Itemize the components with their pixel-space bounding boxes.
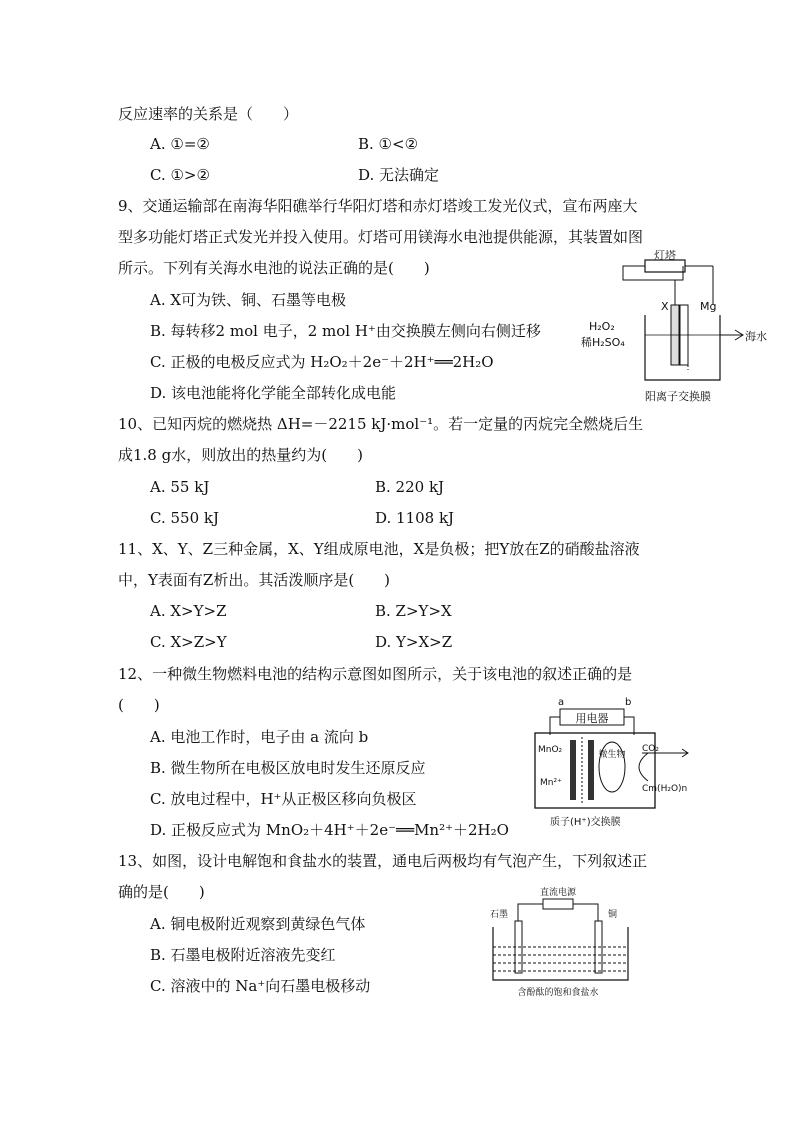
q12-stem-line-2: ( ) bbox=[118, 696, 160, 714]
q11-option-b: B. Z>Y>X bbox=[375, 602, 452, 620]
q8-option-b: B. ①<② bbox=[358, 135, 419, 153]
q12-option-d: D. 正极反应式为 MnO₂＋4H⁺＋2e⁻══Mn²⁺＋2H₂O bbox=[150, 821, 509, 839]
microbe-label: 微生物 bbox=[598, 750, 626, 760]
q10-stem-line-2: 成1.8 g水，则放出的热量约为( ) bbox=[118, 446, 363, 464]
membrane-label: 阳离子交换膜 bbox=[645, 390, 711, 403]
proton-membrane-label: 质子(H⁺)交换膜 bbox=[550, 817, 621, 828]
q12-fuel-cell-figure bbox=[530, 695, 710, 835]
q8-option-a: A. ①=② bbox=[150, 135, 210, 153]
lamp-label: 灯塔 bbox=[654, 250, 676, 262]
mn2-label: Mn²⁺ bbox=[540, 778, 562, 788]
q9-option-b: B. 每转移2 mol 电子，2 mol H⁺由交换膜左侧向右侧迁移 bbox=[150, 322, 541, 340]
q10-option-d: D. 1108 kJ bbox=[375, 509, 455, 527]
q12-stem-line-1: 12、一种微生物燃料电池的结构示意图如图所示，关于该电池的叙述正确的是 bbox=[118, 665, 633, 683]
electrode-mg-label: Mg bbox=[700, 300, 717, 313]
q12-option-a: A. 电池工作时，电子由 a 流向 b bbox=[150, 728, 369, 746]
q12-option-b: B. 微生物所在电极区放电时发生还原反应 bbox=[150, 759, 426, 777]
terminal-a-label: a bbox=[558, 697, 565, 708]
co2-label: CO₂ bbox=[642, 744, 659, 754]
q9-option-d: D. 该电池能将化学能全部转化成电能 bbox=[150, 384, 397, 402]
q10-stem-line-1: 10、已知丙烷的燃烧热 ΔH=－2215 kJ·mol⁻¹。若一定量的丙烷完全燃烧后生 bbox=[118, 415, 644, 433]
power-label: 直流电源 bbox=[539, 888, 577, 898]
q10-option-b: B. 220 kJ bbox=[375, 478, 445, 496]
q13-option-b: B. 石墨电极附近溶液先变红 bbox=[150, 946, 336, 964]
q9-stem-line-1: 9、交通运输部在南海华阳礁举行华阳灯塔和赤灯塔竣工发光仪式，宣布两座大 bbox=[118, 197, 638, 215]
device-label: 用电器 bbox=[575, 712, 609, 725]
electrode-x-label: X bbox=[661, 300, 669, 313]
acid-label: 稀H₂SO₄ bbox=[581, 336, 625, 349]
q11-option-a: A. X>Y>Z bbox=[150, 602, 227, 620]
q8-option-d: D. 无法确定 bbox=[358, 166, 440, 184]
q9-battery-figure bbox=[575, 250, 775, 405]
q13-option-c: C. 溶液中的 Na⁺向石墨电极移动 bbox=[150, 977, 371, 995]
graphite-label: 石墨 bbox=[490, 910, 509, 920]
q9-option-a: A. X可为铁、铜、石墨等电极 bbox=[150, 291, 347, 309]
q13-option-a: A. 铜电极附近观察到黄绿色气体 bbox=[150, 915, 366, 933]
q9-option-c: C. 正极的电极反应式为 H₂O₂＋2e⁻＋2H⁺══2H₂O bbox=[150, 353, 494, 371]
q8-stem: 反应速率的关系是（ ） bbox=[118, 105, 299, 123]
solution-label: 含酚酞的饱和食盐水 bbox=[517, 988, 599, 998]
q10-option-a: A. 55 kJ bbox=[150, 478, 210, 496]
q13-stem-line-1: 13、如图，设计电解饱和食盐水的装置，通电后两极均有气泡产生，下列叙述正 bbox=[118, 852, 648, 870]
q12-option-c: C. 放电过程中，H⁺从正极区移向负极区 bbox=[150, 790, 417, 808]
q13-stem-line-2: 确的是( ) bbox=[118, 883, 205, 901]
q11-stem-line-2: 中，Y表面有Z析出。其活泼顺序是( ) bbox=[118, 571, 391, 589]
mno2-label: MnO₂ bbox=[538, 745, 563, 755]
q8-option-c: C. ①>② bbox=[150, 166, 210, 184]
q11-option-c: C. X>Z>Y bbox=[150, 633, 227, 651]
seawater-label: 海水 bbox=[745, 330, 767, 343]
q11-option-d: D. Y>X>Z bbox=[375, 633, 453, 651]
carbohydrate-label: Cm(H₂O)n bbox=[642, 784, 688, 794]
q10-option-c: C. 550 kJ bbox=[150, 509, 219, 527]
q9-stem-line-3: 所示。下列有关海水电池的说法正确的是( ) bbox=[118, 259, 430, 277]
h2o2-label: H₂O₂ bbox=[589, 320, 615, 333]
q13-electrolysis-figure bbox=[478, 885, 638, 1000]
q9-stem-line-2: 型多功能灯塔正式发光并投入使用。灯塔可用镁海水电池提供能源，其装置如图 bbox=[118, 228, 644, 246]
q11-stem-line-1: 11、X、Y、Z三种金属，X、Y组成原电池，X是负极；把Y放在Z的硝酸盐溶液 bbox=[118, 540, 640, 558]
terminal-b-label: b bbox=[625, 697, 632, 708]
copper-label: 铜 bbox=[608, 910, 618, 920]
